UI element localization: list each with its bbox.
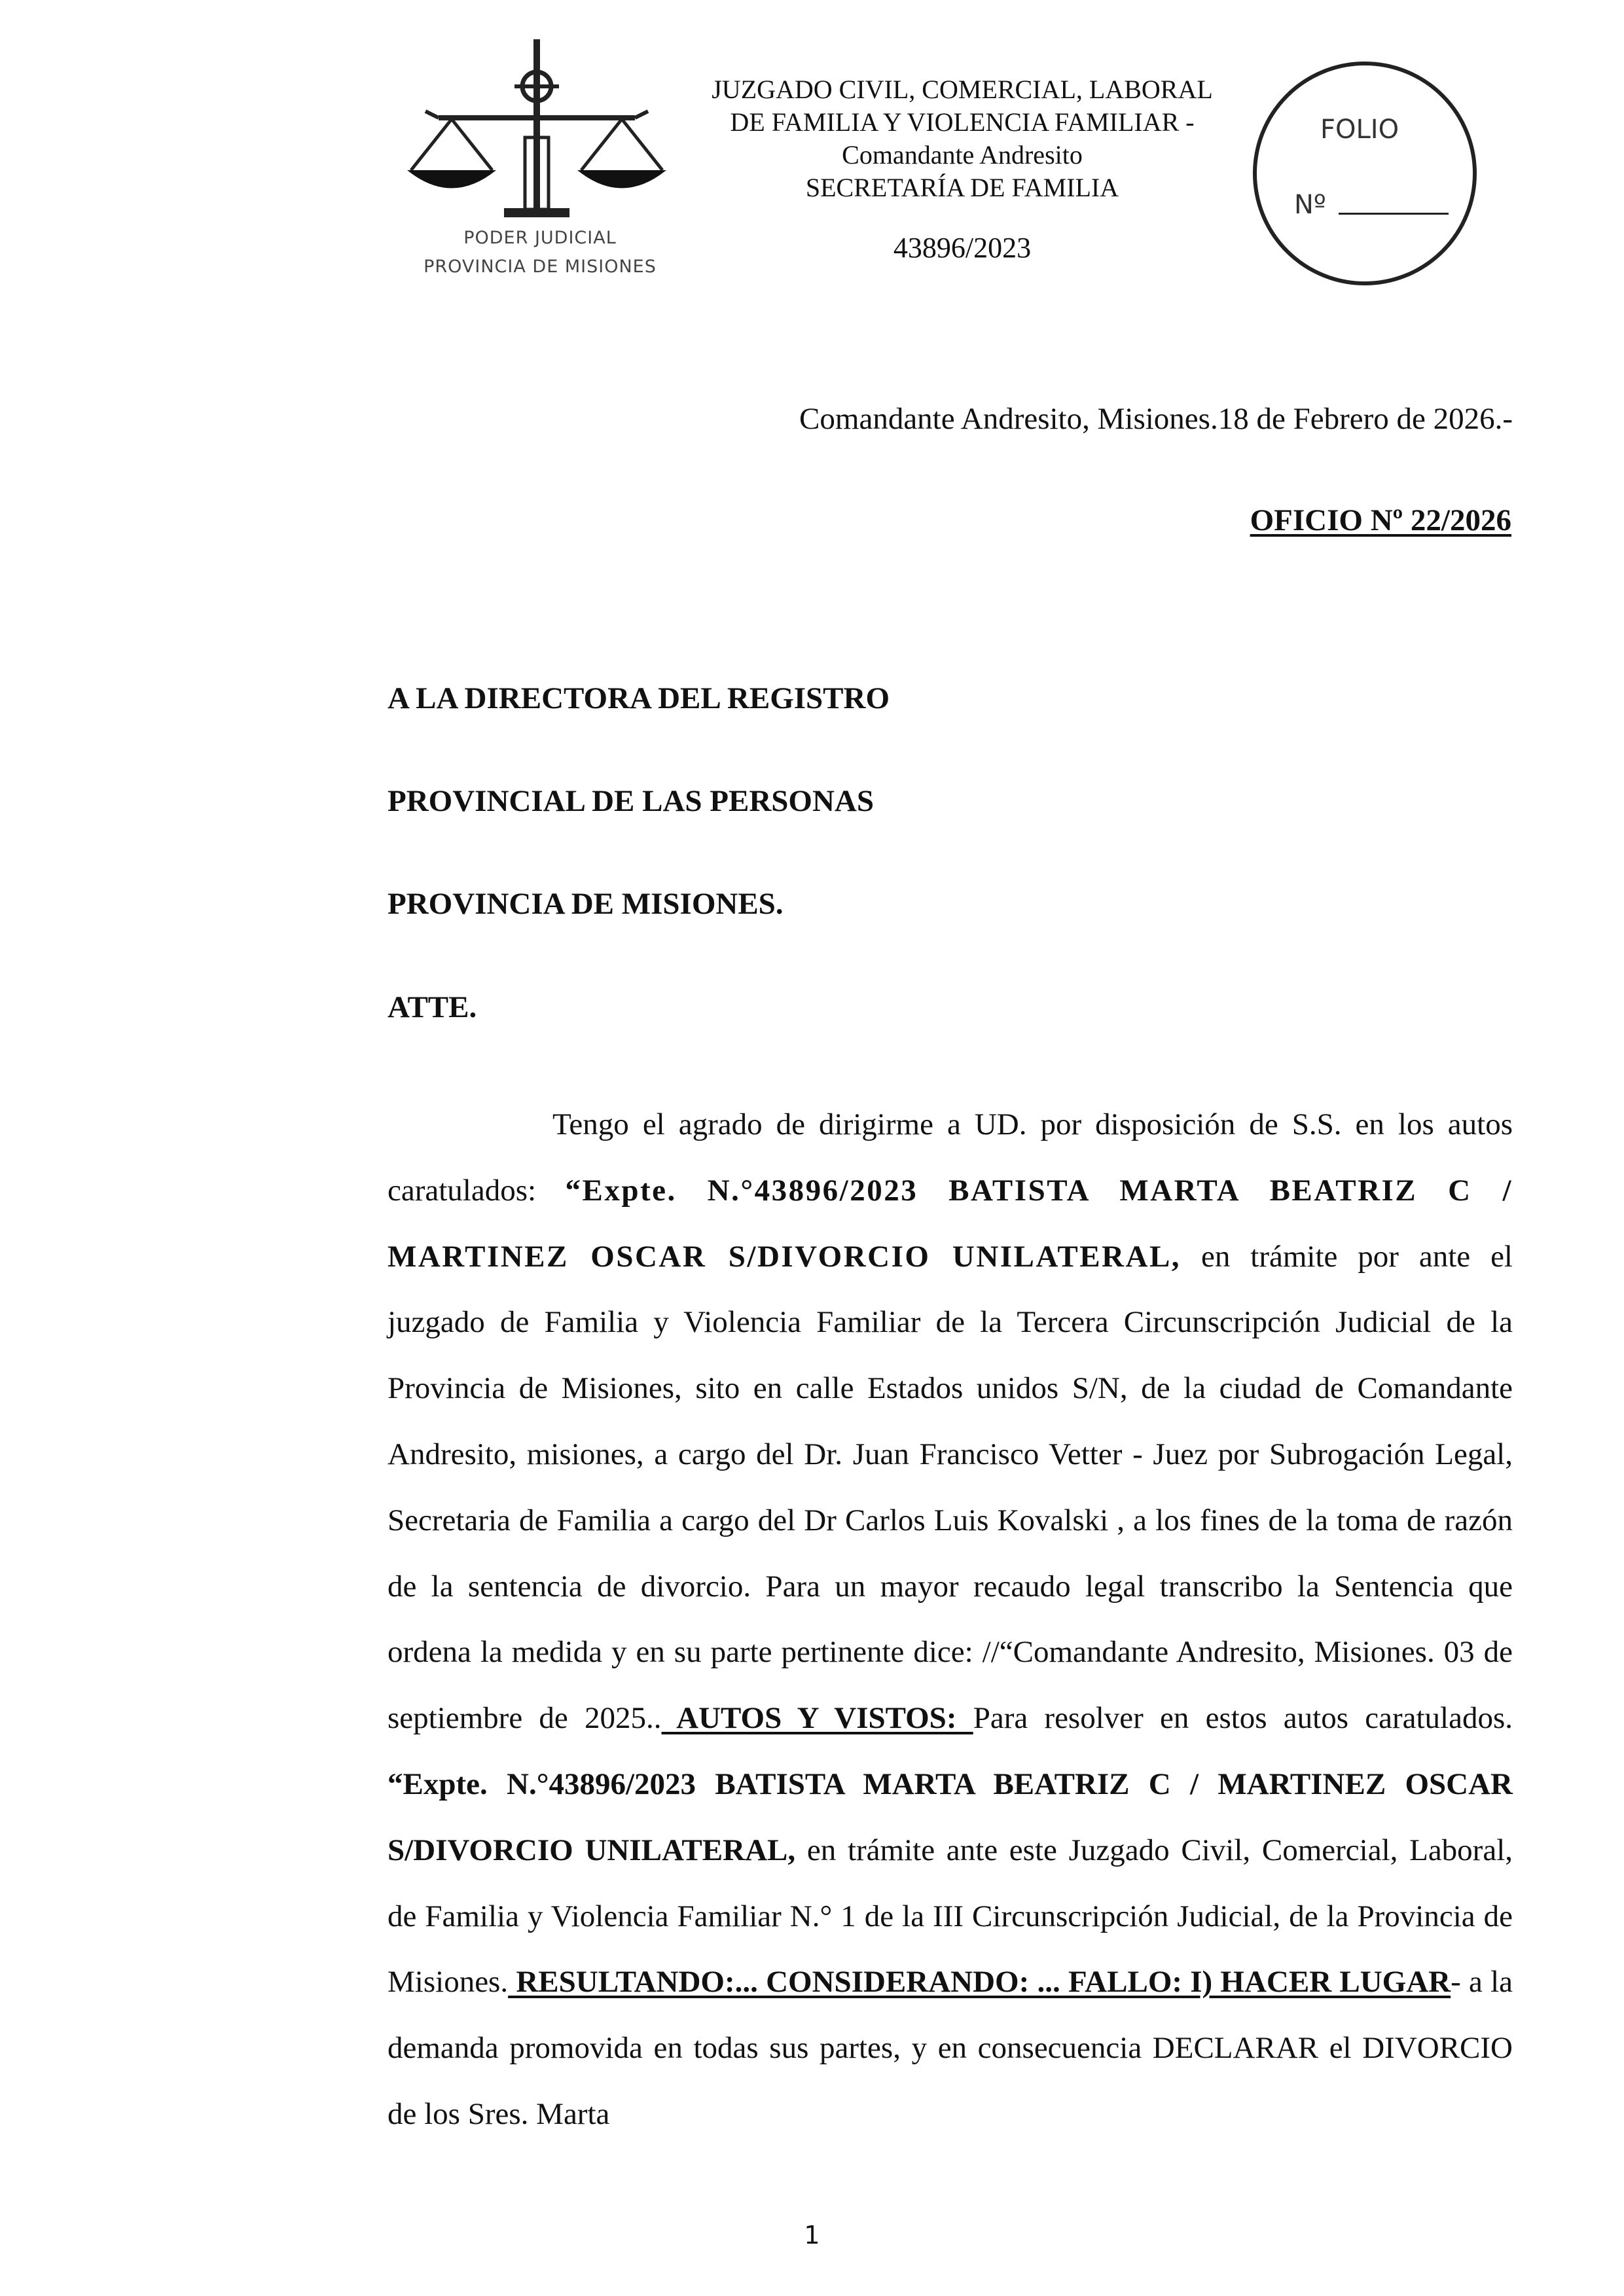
poder-judicial-seal — [399, 39, 681, 295]
court-line-4: SECRETARÍA DE FAMILIA — [805, 173, 1119, 202]
addressee-line-1: A LA DIRECTORA DEL REGISTRO — [388, 681, 890, 715]
place-date: Comandante Andresito, Misiones.18 de Febrero de 2026.- — [799, 402, 1513, 436]
seal-line-2: PROVINCIA DE MISIONES — [424, 257, 657, 277]
court-heading — [661, 73, 1263, 264]
addressee-line-2: PROVINCIAL DE LAS PERSONAS — [388, 784, 875, 818]
folio-circle-icon — [1247, 56, 1483, 291]
autos-y-vistos-heading: AUTOS Y VISTOS: — [661, 1701, 973, 1736]
body-text: Tengo el agrado de dirigirme a UD. por disposición de S.S. en los autos caratulados: — [388, 1107, 1513, 1208]
folio-label: FOLIO — [1320, 115, 1399, 145]
court-line-2: DE FAMILIA Y VIOLENCIA FAMILIAR - — [730, 107, 1195, 137]
ruling-heading: RESULTANDO:... CONSIDERANDO: ... FALLO: I) HACER LUGAR — [508, 1965, 1451, 2000]
body-text: en trámite por ante el juzgado de Familia y Violencia Familiar de la Tercera Circunscripción Judicial de la Provincia de Misiones, sito en calle Estados unidos S/N, de la ciudad de Comandante Andresito, misiones, a cargo del Dr. Juan Francisco Vetter - Juez por Subrogación Legal, Secretaria de Familia a cargo del Dr Carlos Luis Kovalski , a los fines de la toma de razón de la sentencia de divorcio. Para un mayor recaudo legal transcribo la Sentencia que ordena la medida y en su parte pertinente dice: //“Comandante Andresito, Misiones. 03 de septiembre de 2025.. — [388, 1239, 1513, 1736]
body-text: en trámite ante este Juzgado Civil, Comercial, Laboral, de Familia y Violencia Familiar N.° 1 de la III Circunscripción Judicial, de la Provincia de Misiones. — [388, 1833, 1513, 2000]
addressee-attention: ATTE. — [388, 990, 477, 1024]
court-line-1: JUZGADO CIVIL, COMERCIAL, LABORAL — [712, 75, 1213, 104]
oficio-number: OFICIO Nº 22/2026 — [1250, 503, 1511, 537]
court-line-3: Comandante Andresito — [842, 140, 1083, 170]
body-text: Para resolver en estos autos caratulados. — [973, 1701, 1513, 1736]
folio-number-prefix: Nº — [1294, 190, 1326, 220]
addressee-line-3: PROVINCIA DE MISIONES. — [388, 887, 784, 921]
case-caption-bold: “Expte. N.°43896/2023 BATISTA MARTA BEATRIZ C / MARTINEZ OSCAR S/DIVORCIO UNILATERAL, — [388, 1173, 1513, 1274]
body-paragraph — [388, 1092, 1513, 2147]
folio-number-blank — [1339, 213, 1449, 215]
body-text: - a la demanda promovida en todas sus partes, y en consecuencia DECLARAR el DIVORCIO de los Sres. Marta — [388, 1965, 1513, 2131]
case-number: 43896/2023 — [893, 232, 1032, 264]
case-caption-bold: “Expte. N.°43896/2023 BATISTA MARTA BEATRIZ C / MARTINEZ OSCAR S/DIVORCIO UNILATERAL, — [388, 1767, 1513, 1867]
seal-line-1: PODER JUDICIAL — [463, 228, 617, 248]
page-number: 1 — [804, 2221, 820, 2250]
scales-of-justice-icon — [399, 39, 681, 229]
folio-stamp — [1247, 56, 1483, 291]
